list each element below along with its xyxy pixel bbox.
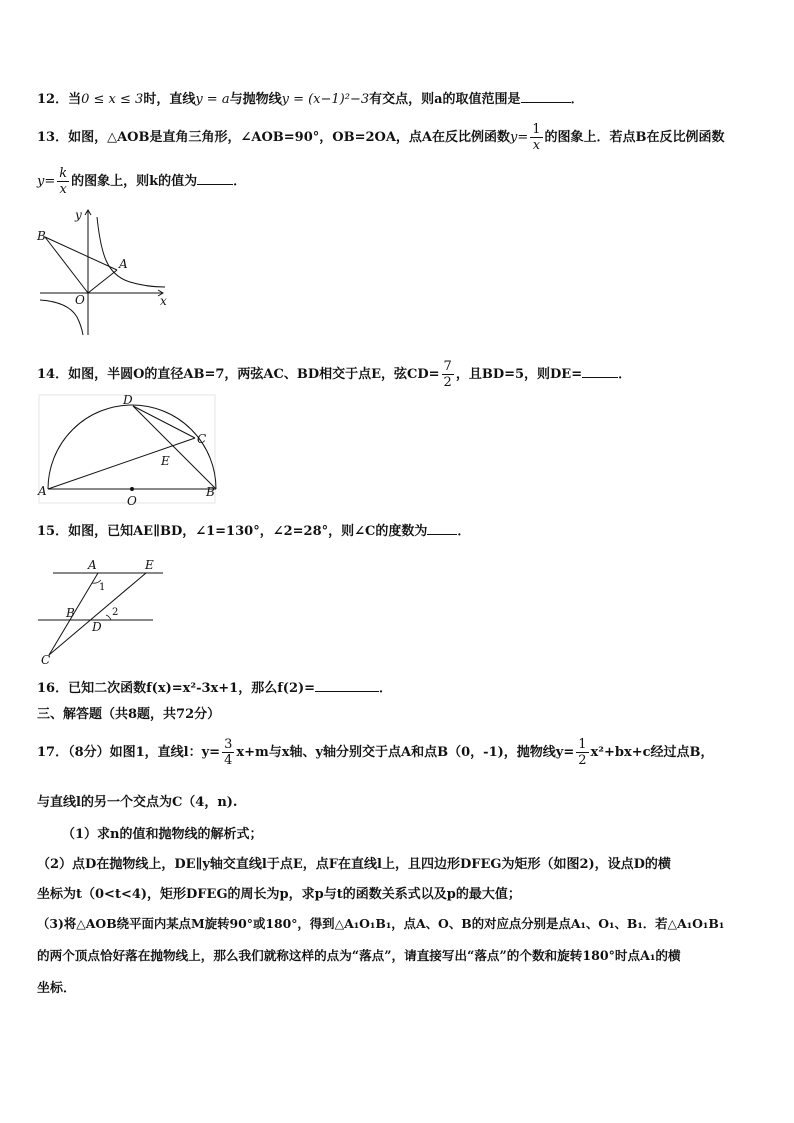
- question-13-line2: [37, 166, 246, 197]
- q17-frac2-den: 2: [578, 753, 587, 768]
- q13-number: 13．: [37, 130, 69, 145]
- q14-end: ．: [618, 367, 632, 382]
- q14-figure-frame: [39, 395, 215, 503]
- q13-fraction-2: [57, 166, 69, 197]
- q13-text3: 的图象上，则k的值为: [71, 174, 198, 189]
- q15-label-b: B: [66, 606, 75, 620]
- q13-label-a: A: [119, 257, 128, 271]
- q14-frac-den: 2: [443, 375, 452, 390]
- q17-text3: x²+bx+c经过点B，: [590, 745, 714, 760]
- q12-mid2: 与抛物线: [229, 92, 282, 107]
- q17-fraction-1: [222, 737, 234, 768]
- q13-segment-ob: [45, 237, 88, 293]
- question-17-line1: [37, 737, 714, 768]
- q13-label-o: O: [75, 293, 85, 307]
- q16-number: 16．: [37, 681, 69, 696]
- q15-label-angle2: 2: [112, 607, 119, 618]
- q13-end: ．: [233, 174, 247, 189]
- q14-label-c: C: [197, 432, 207, 446]
- q14-chord-bd: [133, 406, 216, 489]
- question-17-part3-line1: （3)将△AOB绕平面内某点M旋转90°或180°，得到△A₁O₁B₁，点A、O、B的对应点分别是点A₁、O₁、B₁．若△A₁O₁B₁: [37, 916, 725, 931]
- question-12: [37, 88, 584, 107]
- q17-frac1-den: 4: [224, 753, 233, 768]
- question-14: [37, 359, 631, 390]
- q15-number: 15．: [37, 524, 69, 539]
- q12-answer-blank: [521, 90, 571, 103]
- q15-label-d: D: [92, 620, 102, 634]
- q15-label-c: C: [41, 653, 51, 667]
- q17-number: 17．: [37, 745, 69, 760]
- q13-label-b: B: [37, 229, 46, 243]
- q15-label-e: E: [145, 558, 154, 572]
- q13-y-eq: y=: [510, 130, 529, 145]
- q15-angle2-arc: [106, 615, 111, 620]
- q13-answer-blank: [197, 172, 233, 185]
- q15-label-angle1: 1: [99, 582, 106, 593]
- q14-label-e: E: [161, 454, 170, 468]
- q13-text1: 如图，△AOB是直角三角形，∠AOB=90°，OB=2OA，点A在反比例函数: [68, 130, 511, 145]
- q14-answer-blank: [582, 365, 618, 378]
- q13-figure: [35, 205, 175, 340]
- q14-label-o: O: [127, 494, 137, 507]
- q15-label-a: A: [88, 558, 97, 572]
- q12-parabola-eq: y = (x−1)²−3: [281, 92, 370, 107]
- question-13-line1: [37, 122, 725, 153]
- q16-end: ．: [379, 681, 393, 696]
- q12-pre: 当: [68, 92, 82, 107]
- q13-fraction-1: [530, 122, 542, 153]
- q15-line-ce: [49, 573, 146, 655]
- q12-mid1: 时，直线: [143, 92, 196, 107]
- question-17-part2-line2: 坐标为t（0<t<4)，矩形DFEG的周长为p，求p与t的函数关系式以及p的最大值；: [37, 887, 521, 902]
- q14-fraction: [442, 359, 454, 390]
- q13-label-y: y: [75, 208, 82, 222]
- q14-number: 14．: [37, 367, 69, 382]
- q15-figure: [35, 553, 165, 668]
- q13-frac1-num: 1: [532, 122, 541, 137]
- q14-center-point: [130, 487, 134, 491]
- question-17-line2: 与直线l的另一个交点为C（4，n).: [37, 795, 238, 810]
- q14-label-a: A: [38, 484, 47, 498]
- q13-hyperbola-q1: [97, 217, 165, 287]
- q12-range: 0 ≤ x ≤ 3: [81, 92, 144, 107]
- q14-label-b: B: [206, 485, 215, 499]
- q14-text2: ，且BD=5，则DE=: [455, 367, 583, 382]
- q15-answer-blank: [427, 522, 457, 535]
- q12-number: 12．: [37, 92, 69, 107]
- q15-text: 如图，已知AE∥BD，∠1=130°，∠2=28°，则∠C的度数为: [68, 524, 428, 539]
- question-15: [37, 520, 470, 539]
- question-17-part3-line3: 坐标．: [37, 981, 77, 996]
- q13-segment-oa: [88, 270, 117, 293]
- q13-y-eq2: y=: [37, 174, 56, 189]
- q12-post: 有交点，则a的取值范围是: [369, 92, 521, 107]
- q17-text1: （8分）如图1，直线l：y=: [68, 745, 221, 760]
- q12-line-eq: y = a: [195, 92, 230, 107]
- question-17-part1: （1）求n的值和抛物线的解析式；: [62, 827, 263, 842]
- question-17-part2-line1: （2）点D在抛物线上，DE∥y轴交直线l于点E，点F在直线l上，且四边形DFEG为矩形（如图2)，设点D的横: [37, 857, 671, 872]
- q13-segment-ab: [45, 237, 117, 270]
- q17-frac1-num: 3: [224, 737, 233, 752]
- q17-fraction-2: [576, 737, 588, 768]
- q15-end: ．: [457, 524, 471, 539]
- q14-label-d: D: [123, 393, 133, 407]
- q16-answer-blank: [315, 679, 379, 692]
- q17-text2: x+m与x轴、y轴分别交于点A和点B（0，-1)，抛物线y=: [236, 745, 575, 760]
- question-17-part3-line2: 的两个顶点恰好落在抛物线上，那么我们就称这样的点为“落点”，请直接写出“落点”的个数和旋转180°时点A₁的横: [37, 948, 681, 963]
- q17-frac2-num: 1: [578, 737, 587, 752]
- q16-text: 已知二次函数f(x)=x²-3x+1，那么f(2)=: [68, 681, 316, 696]
- q12-end: ．: [570, 92, 584, 107]
- q13-label-x: x: [160, 294, 167, 308]
- q14-semicircle: [48, 405, 216, 489]
- section-heading: 三、解答题（共8题，共72分）: [37, 707, 221, 722]
- q14-figure: [35, 392, 220, 507]
- q13-text2: 的图象上．若点B在反比例函数: [544, 130, 725, 145]
- q14-text1: 如图，半圆O的直径AB=7，两弦AC、BD相交于点E，弦CD=: [68, 367, 440, 382]
- question-16: [37, 677, 392, 696]
- q13-frac2-den: x: [59, 182, 67, 197]
- q13-frac2-num: k: [59, 166, 68, 181]
- q14-frac-num: 7: [443, 359, 452, 374]
- q13-frac1-den: x: [532, 138, 541, 153]
